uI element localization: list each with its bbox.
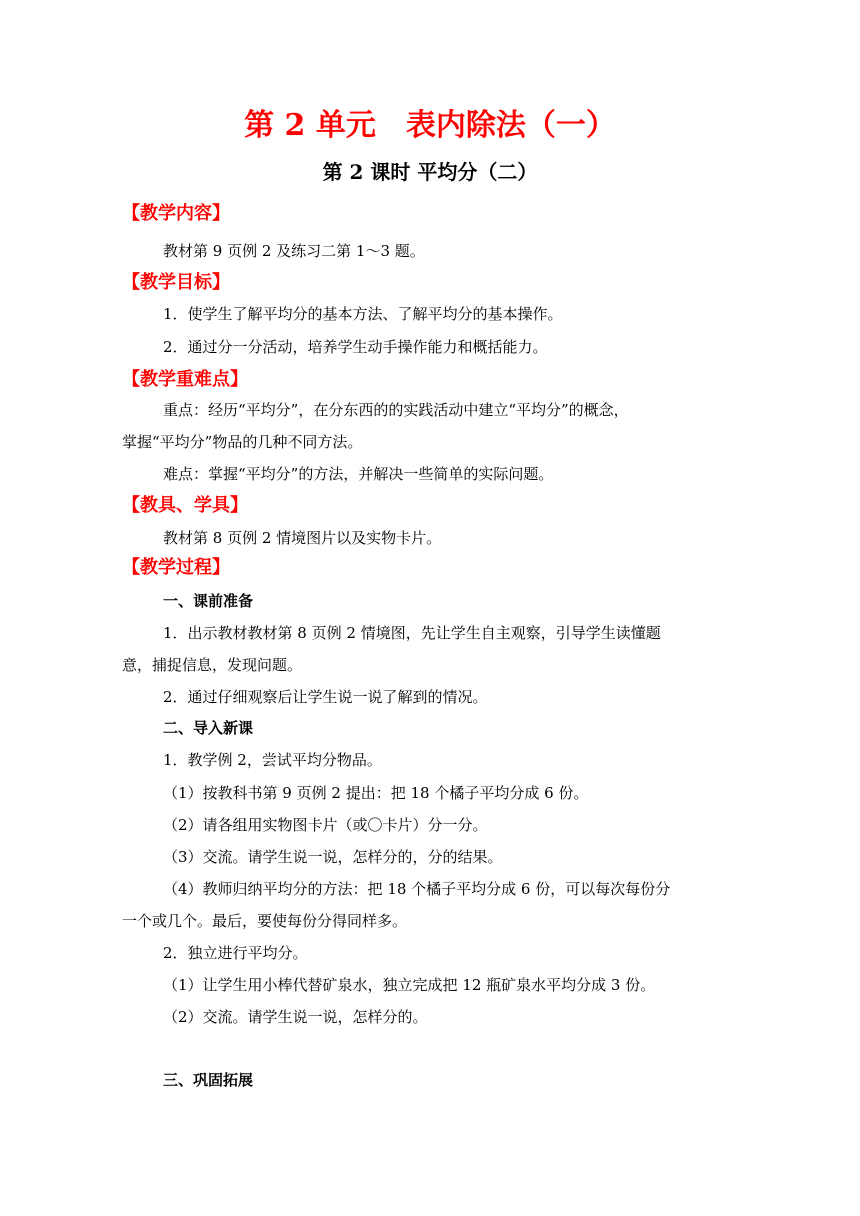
part2-title: 二、导入新课 [163, 719, 254, 737]
part1-title: 一、课前准备 [163, 592, 254, 610]
key-point-line-1: 重点：经历“平均分”，在分东西的的实践活动中建立“平均分”的概念， [163, 401, 629, 419]
heading-teaching-goals: 【教学目标】 [122, 272, 230, 293]
part2-step1: （1）按教科书第 9 页例 2 提出：把 18 个橘子平均分成 6 份。 [163, 784, 589, 802]
teaching-tools-text: 教材第 8 页例 2 情境图片以及实物卡片。 [163, 529, 442, 547]
part2-step4-line2: 一个或几个。最后，要使每份分得同样多。 [122, 912, 408, 930]
heading-teaching-tools: 【教具、学具】 [122, 495, 248, 516]
part1-item2: 2．通过仔细观察后让学生说一说了解到的情况。 [163, 688, 488, 706]
part1-item1-line1: 1．出示教材教材第 8 页例 2 情境图，先让学生自主观察，引导学生读懂题 [163, 624, 661, 642]
part2-item1: 1．教学例 2，尝试平均分物品。 [163, 751, 382, 769]
part2-item2-step2: （2）交流。请学生说一说，怎样分的。 [163, 1008, 428, 1026]
heading-teaching-content: 【教学内容】 [122, 203, 230, 224]
part2-item2-step1: （1）让学生用小棒代替矿泉水，独立完成把 12 瓶矿泉水平均分成 3 份。 [163, 976, 656, 994]
part1-item1-line2: 意，捕捉信息，发现问题。 [122, 656, 303, 674]
goal-item-2: 2．通过分一分活动，培养学生动手操作能力和概括能力。 [163, 338, 548, 356]
key-point-line-2: 掌握“平均分”物品的几种不同方法。 [122, 433, 363, 451]
part2-step4-line1: （4）教师归纳平均分的方法：把 18 个橘子平均分成 6 份，可以每次每份分 [163, 880, 671, 898]
page-title: 第 2 单元 表内除法（一） [244, 108, 616, 143]
part2-step2: （2）请各组用实物图卡片（或〇卡片）分一分。 [163, 816, 488, 834]
part2-item2: 2．独立进行平均分。 [163, 944, 308, 962]
heading-teaching-process: 【教学过程】 [122, 557, 230, 578]
difficult-point: 难点：掌握“平均分”的方法，并解决一些简单的实际问题。 [163, 465, 554, 483]
teaching-content-text: 教材第 9 页例 2 及练习二第 1～3 题。 [163, 242, 425, 260]
part3-title: 三、巩固拓展 [163, 1071, 254, 1089]
part2-step3: （3）交流。请学生说一说，怎样分的，分的结果。 [163, 848, 503, 866]
goal-item-1: 1．使学生了解平均分的基本方法、了解平均分的基本操作。 [163, 305, 563, 323]
lesson-subtitle: 第 2 课时 平均分（二） [322, 160, 538, 184]
heading-key-difficult-points: 【教学重难点】 [122, 369, 248, 390]
